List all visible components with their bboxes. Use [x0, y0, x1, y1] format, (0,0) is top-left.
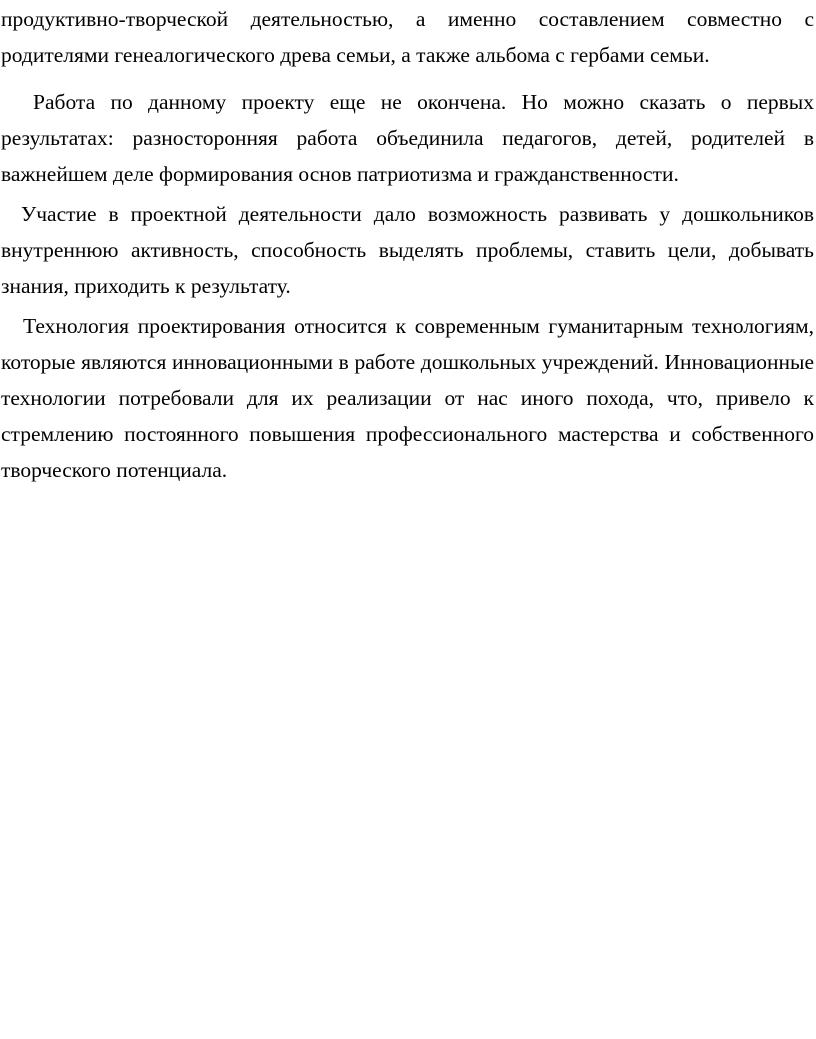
paragraph-continuation: продуктивно-творческой деятельностью, а именно составлением совместно с родителями генеалогического древа семьи, а также альбома с гербами семьи.	[1, 7, 814, 67]
paragraph-project-results: Работа по данному проекту еще не окончена. Но можно сказать о первых результатах: разносторонняя работа объединила педагогов, детей, родителей в важнейшем деле формирования основ патриотизма и гражданственности.	[1, 90, 814, 186]
paragraph-project-participation: Участие в проектной деятельности дало возможность развивать у дошкольников внутреннюю активность, способность выделять проблемы, ставить цели, добывать знания, приходить к результату.	[1, 202, 814, 298]
paragraph-design-technology: Технология проектирования относится к современным гуманитарным технологиям, которые являются инновационными в работе дошкольных учреждений. Инновационные технологии потребовали для их реализации от нас иного похода, что, привело к стремлению постоянного повышения профессионального мастерства и собственного творческого потенциала.	[1, 314, 814, 482]
